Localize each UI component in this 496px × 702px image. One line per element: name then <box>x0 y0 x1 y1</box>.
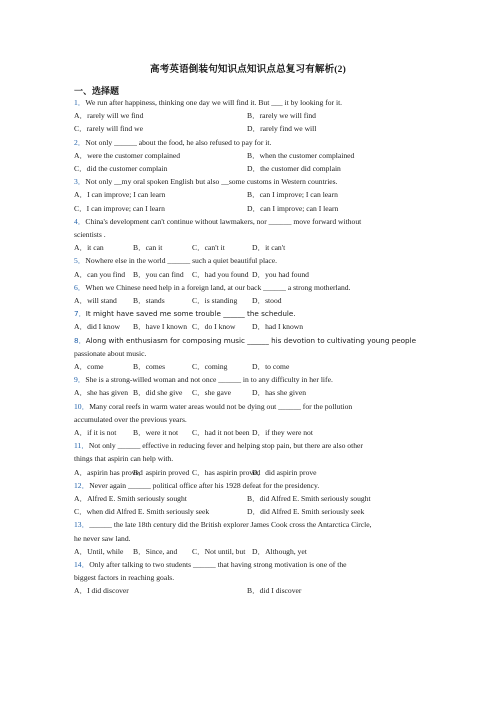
answer-option[interactable]: A．it can <box>74 243 104 253</box>
question-stem <box>74 481 319 491</box>
answer-option[interactable]: A．she has given <box>74 388 128 398</box>
question-stem <box>74 402 352 412</box>
question-number: 7． <box>74 309 86 319</box>
answer-option[interactable]: C．she gave <box>192 388 232 398</box>
answer-option[interactable]: D．had I known <box>252 322 304 332</box>
question-text: When we Chinese need help in a foreign land, at our back ______ a strong motherland. <box>85 282 351 292</box>
answer-option[interactable]: C．I can improve; can I learn <box>74 203 165 213</box>
section-heading: 一、选择题 <box>74 86 120 96</box>
answer-option[interactable]: C．rarely will find we <box>74 124 143 134</box>
answer-option[interactable]: D．did Alfred E. Smith seriously seek <box>247 507 365 517</box>
answer-option[interactable]: C．do I know <box>192 322 236 332</box>
question-number: 14． <box>74 560 90 569</box>
answer-option[interactable]: D．you had found <box>252 269 309 279</box>
answer-option[interactable]: A．I did discover <box>74 586 129 596</box>
question-number: 8． <box>74 335 86 345</box>
question-number: 13． <box>74 520 90 530</box>
answer-option[interactable]: B．comes <box>133 362 166 371</box>
question-text: Not only ______ effective in reducing fever and helping stop pain, but there are also other <box>88 441 363 451</box>
answer-option[interactable]: A．will stand <box>74 296 117 305</box>
answer-option[interactable]: D．stood <box>252 296 282 305</box>
question-text: Only after talking to two students ______ that having strong motivation is one of the <box>89 560 347 569</box>
question-number: 6． <box>74 282 86 292</box>
answer-option[interactable]: D．it can't <box>252 243 286 253</box>
question-number: 5． <box>74 256 86 266</box>
question-stem <box>74 441 363 451</box>
answer-option[interactable]: A．Until, while <box>74 546 124 556</box>
answer-option[interactable]: C．had it not been <box>192 428 250 437</box>
page-title: 高考英语倒装句知识点知识点总复习有解析(2) <box>150 65 346 75</box>
question-stem <box>74 256 277 266</box>
question-number: 1． <box>74 98 86 107</box>
answer-option[interactable]: B．can it <box>133 243 163 253</box>
answer-option[interactable]: B．Since, and <box>133 546 178 556</box>
question-number: 12． <box>74 480 90 490</box>
question-stem <box>74 309 296 319</box>
answer-option[interactable]: A．were the customer complained <box>74 150 181 160</box>
answer-option[interactable]: B．you can find <box>133 269 184 279</box>
answer-option[interactable]: D．has she given <box>252 388 306 398</box>
question-stem <box>74 375 333 385</box>
question-stem <box>74 217 361 227</box>
question-stem-continued: things that aspirin can help with. <box>74 454 174 464</box>
question-text: Nowhere else in the world ______ such a quiet beautiful place. <box>85 256 278 266</box>
answer-option[interactable]: B．were it not <box>133 428 179 437</box>
question-text: Never again ______ political office after his 1928 defeat for the presidency. <box>89 480 320 490</box>
answer-option[interactable]: A．I can improve; I can learn <box>74 190 166 200</box>
question-stem-continued: scientists . <box>74 230 106 239</box>
question-text: We run after happiness, thinking one day we will find it. But ___ it by looking for it. <box>85 98 343 107</box>
answer-option[interactable]: C．did the customer complain <box>74 164 168 173</box>
question-stem <box>74 560 347 570</box>
answer-option[interactable]: C．can't it <box>192 243 225 253</box>
question-stem <box>74 520 372 530</box>
answer-option[interactable]: D．did aspirin prove <box>252 467 317 477</box>
answer-option[interactable]: B．rarely we will find <box>247 111 316 121</box>
answer-option[interactable]: D．Although, yet <box>252 546 307 556</box>
answer-option[interactable]: A．rarely will we find <box>74 111 144 121</box>
answer-option[interactable]: C．had you found <box>192 269 249 279</box>
question-text: It might have saved me some trouble ______ the schedule. <box>85 309 296 319</box>
question-number: 2． <box>74 137 86 147</box>
question-stem <box>74 283 350 293</box>
answer-option[interactable]: A．if it is not <box>74 428 117 437</box>
answer-option[interactable]: D．rarely find we will <box>247 124 317 134</box>
question-stem-continued: he never saw land. <box>74 533 131 543</box>
answer-option[interactable]: A．can you find <box>74 269 126 279</box>
answer-option[interactable]: C．coming <box>192 362 228 371</box>
answer-option[interactable]: A．aspirin has proved <box>74 467 143 477</box>
question-number: 4． <box>74 216 86 226</box>
question-text: ______ the late 18th century did the British explorer James Cook cross the Antarctica Circle, <box>89 520 372 530</box>
answer-option[interactable]: B．aspirin proved <box>133 467 190 477</box>
answer-option[interactable]: B．have I known <box>133 322 187 332</box>
question-stem <box>74 177 338 187</box>
question-number: 3． <box>74 177 86 187</box>
answer-option[interactable]: D．to come <box>252 362 290 371</box>
answer-option[interactable]: C．is standing <box>192 296 238 305</box>
answer-option[interactable]: A．did I know <box>74 322 120 332</box>
answer-option[interactable]: D．can I improve; can I learn <box>247 203 339 213</box>
question-stem-continued: accumulated over the previous years. <box>74 414 187 424</box>
answer-option[interactable]: C．has aspirin proved <box>192 467 261 477</box>
answer-option[interactable]: B．stands <box>133 296 165 305</box>
answer-option[interactable]: B．when the customer complained <box>247 150 355 160</box>
question-text: Along with enthusiasm for composing music ______ his devotion to cultivating young people <box>85 335 417 345</box>
answer-option[interactable]: D．the customer did complain <box>247 164 341 173</box>
answer-option[interactable]: D．if they were not <box>252 428 313 437</box>
question-stem-continued: passionate about music. <box>74 348 147 358</box>
answer-option[interactable]: C．Not until, but <box>192 546 246 556</box>
question-stem <box>74 336 416 346</box>
answer-option[interactable]: B．can I improve; I can learn <box>247 190 338 200</box>
question-stem <box>74 138 271 148</box>
question-stem <box>74 98 342 108</box>
question-stem-continued: biggest factors in reaching goals. <box>74 573 175 583</box>
question-text: Many coral reefs in warm water areas would not be dying out ______ for the pollution <box>89 401 353 411</box>
question-text: Not only ______ about the food, he also refused to pay for it. <box>85 137 272 147</box>
question-text: China's development can't continue without lawmakers, nor ______ move forward without <box>85 216 362 226</box>
question-number: 10． <box>74 401 90 411</box>
answer-option[interactable]: A．come <box>74 362 104 371</box>
answer-option[interactable]: C．when did Alfred E. Smith seriously seek <box>74 507 210 517</box>
answer-option[interactable]: A．Alfred E. Smith seriously sought <box>74 494 187 503</box>
answer-option[interactable]: B．did Alfred E. Smith seriously sought <box>247 494 371 503</box>
answer-option[interactable]: B．did she give <box>133 388 183 398</box>
question-number: 9． <box>74 375 86 385</box>
question-text: She is a strong-willed woman and not once ______ in to any difficulty in her life. <box>85 375 333 385</box>
question-number: 11． <box>74 441 89 451</box>
question-text: Not only __my oral spoken English but also __some customs in Western countries. <box>85 177 338 187</box>
answer-option[interactable]: B．did I discover <box>247 586 302 596</box>
